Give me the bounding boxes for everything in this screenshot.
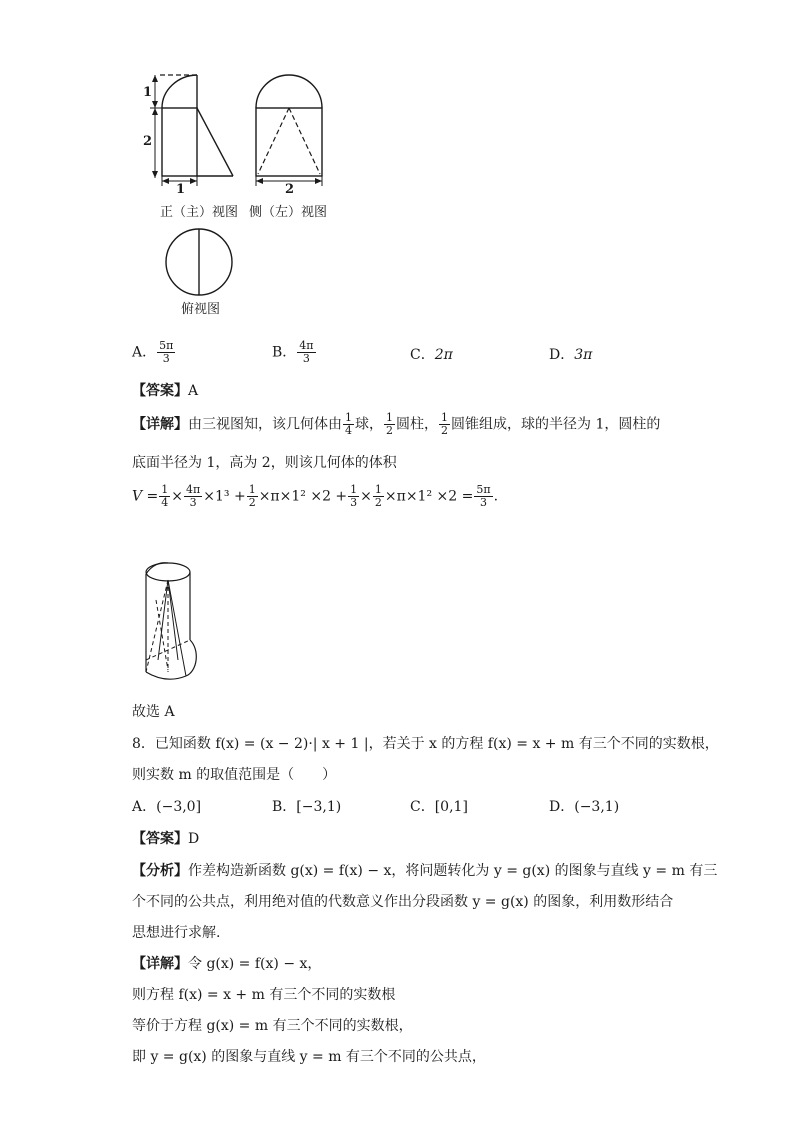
front-view-caption: 正（主）视图 xyxy=(160,205,239,220)
option-c: C．2π xyxy=(410,347,453,363)
dim-label-front-bottom: 1 xyxy=(176,182,186,197)
dim-label-2: 2 xyxy=(143,134,153,149)
q7-volume-formula: V = $\frac{1}{4}$ × $\frac{4\pi}{3}$ ×1³ + $\frac{1}{2}$ ×π×1² ×2 + $\frac{1}{3}$ × $\frac{1}{2}$ ×π×1² ×2 = $\frac{5\pi}{3}$ . xyxy=(132,483,499,509)
q7-conclusion: 故选 A xyxy=(132,704,175,720)
q8-detail-line-3: 等价于方程 g(x) = m 有三个不同的实数根， xyxy=(132,1018,413,1034)
q8-stem-line-2: 则实数 m 的取值范围是（ ） xyxy=(132,767,337,783)
q8-detail-line-4: 即 y = g(x) 的图象与直线 y = m 有三个不同的公共点， xyxy=(132,1049,486,1065)
q8-option-d: D．(−3,1) xyxy=(549,799,620,815)
option-d: D．3π xyxy=(549,347,593,363)
q8-analysis-line-1: 【分析】作差构造新函数 g(x) = f(x) − x，将问题转化为 y = g(x) 的图象与直线 y = m 有三 xyxy=(132,863,718,879)
q8-detail-line-2: 则方程 f(x) = x + m 有三个不同的实数根 xyxy=(132,987,396,1003)
option-a: A． $\frac{5\pi}{3}$ xyxy=(132,339,174,365)
q8-analysis-line-3: 思想进行求解. xyxy=(132,925,221,941)
q7-detail-line-1: 【详解】由三视图知，该几何体由 $\frac{1}{4}$ 球， $\frac{1}{2}$ 圆柱， $\frac{1}{2}$ 圆锥组成，球的半径为 1，圆柱的 xyxy=(132,411,661,437)
q7-answer: 【答案】A xyxy=(132,383,199,399)
q8-option-a: A．(−3,0] xyxy=(132,799,202,815)
q8-answer: 【答案】D xyxy=(132,831,200,847)
q8-analysis-line-2: 个不同的公共点，利用绝对值的代数意义作出分段函数 y = g(x) 的图象，利用数形结合 xyxy=(132,894,674,910)
top-view-caption: 俯视图 xyxy=(181,302,221,317)
dim-label-1: 1 xyxy=(143,85,153,100)
q8-option-b: B．[−3,1) xyxy=(272,799,342,815)
q7-detail-line-2: 底面半径为 1，高为 2，则该几何体的体积 xyxy=(132,455,397,471)
q8-detail-line-1: 【详解】令 g(x) = f(x) − x， xyxy=(132,956,322,972)
side-view-caption: 侧（左）视图 xyxy=(249,205,328,220)
q8-stem-line-1: 8．已知函数 f(x) = (x − 2)·| x + 1 |，若关于 x 的方程 f(x) = x + m 有三个不同的实数根， xyxy=(132,736,719,752)
option-b: B． $\frac{4\pi}{3}$ xyxy=(272,339,314,365)
dim-label-side-bottom: 2 xyxy=(285,182,295,197)
q8-option-c: C．[0,1] xyxy=(410,799,468,815)
